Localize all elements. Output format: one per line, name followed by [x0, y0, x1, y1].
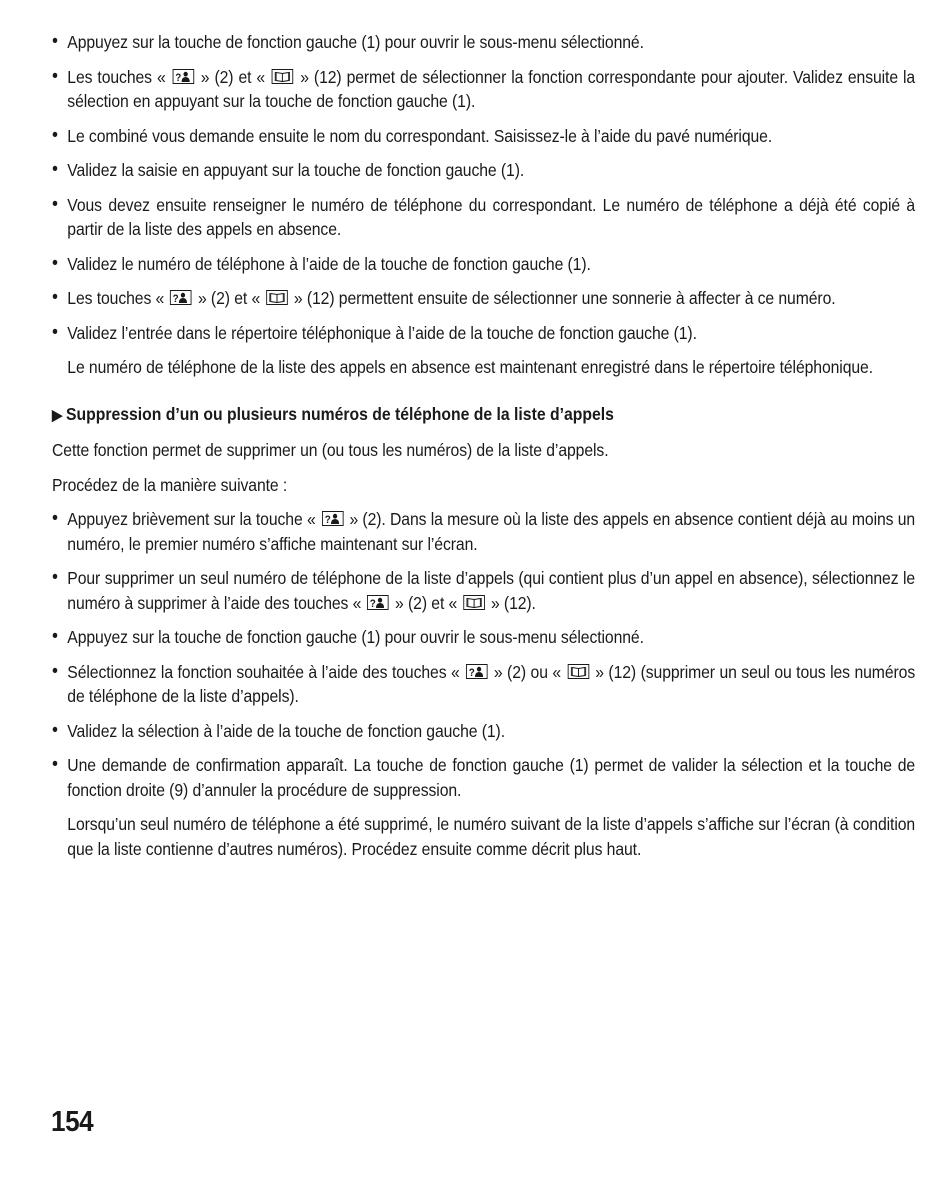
book-key-icon	[272, 69, 294, 84]
list-item-text: Vous devez ensuite renseigner le numéro de téléphone du correspondant. Le numéro de téléphone a déjà été copié à partir de la liste des appels en absence.	[67, 194, 916, 239]
list-item-text: Validez l’entrée dans le répertoire téléphonique à l’aide de la touche de fonction gauche (1).	[67, 322, 697, 343]
bullet-icon: •	[52, 567, 58, 588]
contact-key-icon	[466, 664, 488, 679]
bullet-icon: •	[52, 65, 58, 87]
section2-intro: Cette fonction permet de supprimer un (ou tous les numéros) de la liste d’appels.	[52, 440, 609, 460]
section2-bullet-list	[52, 507, 916, 802]
book-key-icon	[463, 595, 485, 610]
bullet-icon: •	[52, 508, 58, 529]
text-run: » (2) et «	[195, 66, 271, 87]
contact-key-icon	[367, 595, 389, 610]
text-run: » (2) et «	[390, 592, 462, 613]
page-content	[52, 30, 916, 871]
svg-text:?: ?	[324, 514, 331, 524]
list-item	[52, 30, 915, 55]
section-add-entry	[52, 30, 916, 380]
list-item-text: Validez la saisie en appuyant sur la touche de fonction gauche (1).	[67, 160, 525, 180]
text-run: » (12) permet de sélectionner la fonction correspondante pour ajouter. Validez ensuite la sélection en appuyant sur la touche de fonction gauche (1).	[67, 66, 916, 111]
section2-heading-text: Suppression d’un ou plusieurs numéros de téléphone de la liste d’appels	[65, 403, 614, 424]
bullet-icon: •	[52, 159, 58, 180]
list-item-text: Validez la sélection à l’aide de la touche de fonction gauche (1).	[67, 720, 505, 741]
triangle-icon: ▶	[52, 406, 63, 424]
bullet-icon: •	[52, 719, 58, 741]
text-run: » (2). Dans la mesure où la liste des appels en absence contient déjà au moins un numéro, le premier numéro s’affiche maintenant sur l’écran.	[67, 509, 916, 554]
list-item	[52, 660, 915, 709]
bullet-icon: •	[52, 193, 58, 215]
list-item	[52, 719, 915, 744]
list-item-text	[67, 67, 915, 112]
list-item-text	[67, 662, 915, 707]
svg-text:?: ?	[468, 667, 475, 677]
list-item	[52, 65, 915, 114]
list-item	[52, 753, 915, 802]
list-item-text: Appuyez sur la touche de fonction gauche (1) pour ouvrir le sous-menu sélectionné.	[67, 32, 644, 52]
bullet-icon: •	[52, 124, 58, 146]
text-run: » (2) ou «	[489, 661, 566, 682]
list-item	[52, 193, 915, 242]
text-run: Les touches «	[67, 66, 171, 87]
list-item	[52, 286, 915, 311]
list-item	[52, 566, 915, 615]
section1-closing: Le numéro de téléphone de la liste des appels en absence est maintenant enregistré dans le répertoire téléphonique.	[67, 357, 874, 377]
section2-closing: Lorsqu’un seul numéro de téléphone a été supprimé, le numéro suivant de la liste d’appels s’affiche sur l’écran (à condition que la liste contienne d’autres numéros). Procédez ensuite comme décrit plus haut.	[67, 814, 916, 859]
bullet-icon: •	[52, 287, 58, 308]
section2-instruction: Procédez de la manière suivante :	[52, 474, 288, 495]
bullet-icon: •	[52, 660, 58, 682]
list-item-text: Appuyez sur la touche de fonction gauche (1) pour ouvrir le sous-menu sélectionné.	[67, 627, 644, 647]
list-item-text: Validez le numéro de téléphone à l’aide de la touche de fonction gauche (1).	[67, 253, 591, 274]
bullet-icon: •	[52, 626, 58, 647]
list-item-text	[67, 509, 915, 554]
section1-bullet-list	[52, 30, 916, 345]
list-item-text: Le combiné vous demande ensuite le nom du correspondant. Saisissez-le à l’aide du pavé numérique.	[67, 125, 773, 146]
bullet-icon: •	[52, 31, 58, 52]
section-delete-numbers	[52, 402, 916, 862]
list-item	[52, 124, 915, 149]
svg-text:?: ?	[370, 598, 377, 608]
text-run: Pour supprimer un seul numéro de téléphone de la liste d’appels (qui contient plus d’un appel en absence), sélectionnez le numéro à supprimer à l’aide des touches «	[67, 568, 916, 613]
section2-heading	[52, 402, 900, 429]
bullet-icon: •	[52, 321, 58, 343]
book-key-icon	[567, 664, 589, 679]
list-item-text	[67, 288, 835, 308]
list-item-text	[67, 568, 915, 613]
list-item	[52, 252, 915, 277]
text-run: Les touches «	[67, 288, 169, 308]
list-item	[52, 507, 915, 556]
text-run: Appuyez brièvement sur la touche «	[67, 509, 320, 529]
list-item-text: Une demande de confirmation apparaît. La touche de fonction gauche (1) permet de valider la sélection et la touche de fonction droite (9) d’annuler la procédure de suppression.	[67, 755, 916, 800]
list-item	[52, 625, 915, 650]
bullet-icon: •	[52, 754, 58, 775]
text-run: » (12).	[486, 592, 536, 613]
svg-text:?: ?	[175, 72, 182, 82]
text-run: Sélectionnez la fonction souhaitée à l’aide des touches «	[67, 661, 465, 682]
book-key-icon	[266, 290, 288, 305]
text-run: » (12) permettent ensuite de sélectionner une sonnerie à affecter à ce numéro.	[289, 288, 836, 308]
list-item	[52, 158, 915, 183]
bullet-icon: •	[52, 252, 58, 274]
contact-key-icon	[322, 511, 344, 526]
contact-key-icon	[172, 69, 194, 84]
text-run: » (2) et «	[193, 288, 265, 308]
text-run: » (12) (supprimer un seul ou tous les numéros de téléphone de la liste d’appels).	[67, 661, 916, 706]
contact-key-icon	[170, 290, 192, 305]
page-number: 154	[51, 1106, 94, 1138]
svg-text:?: ?	[172, 293, 179, 303]
list-item	[52, 321, 915, 346]
